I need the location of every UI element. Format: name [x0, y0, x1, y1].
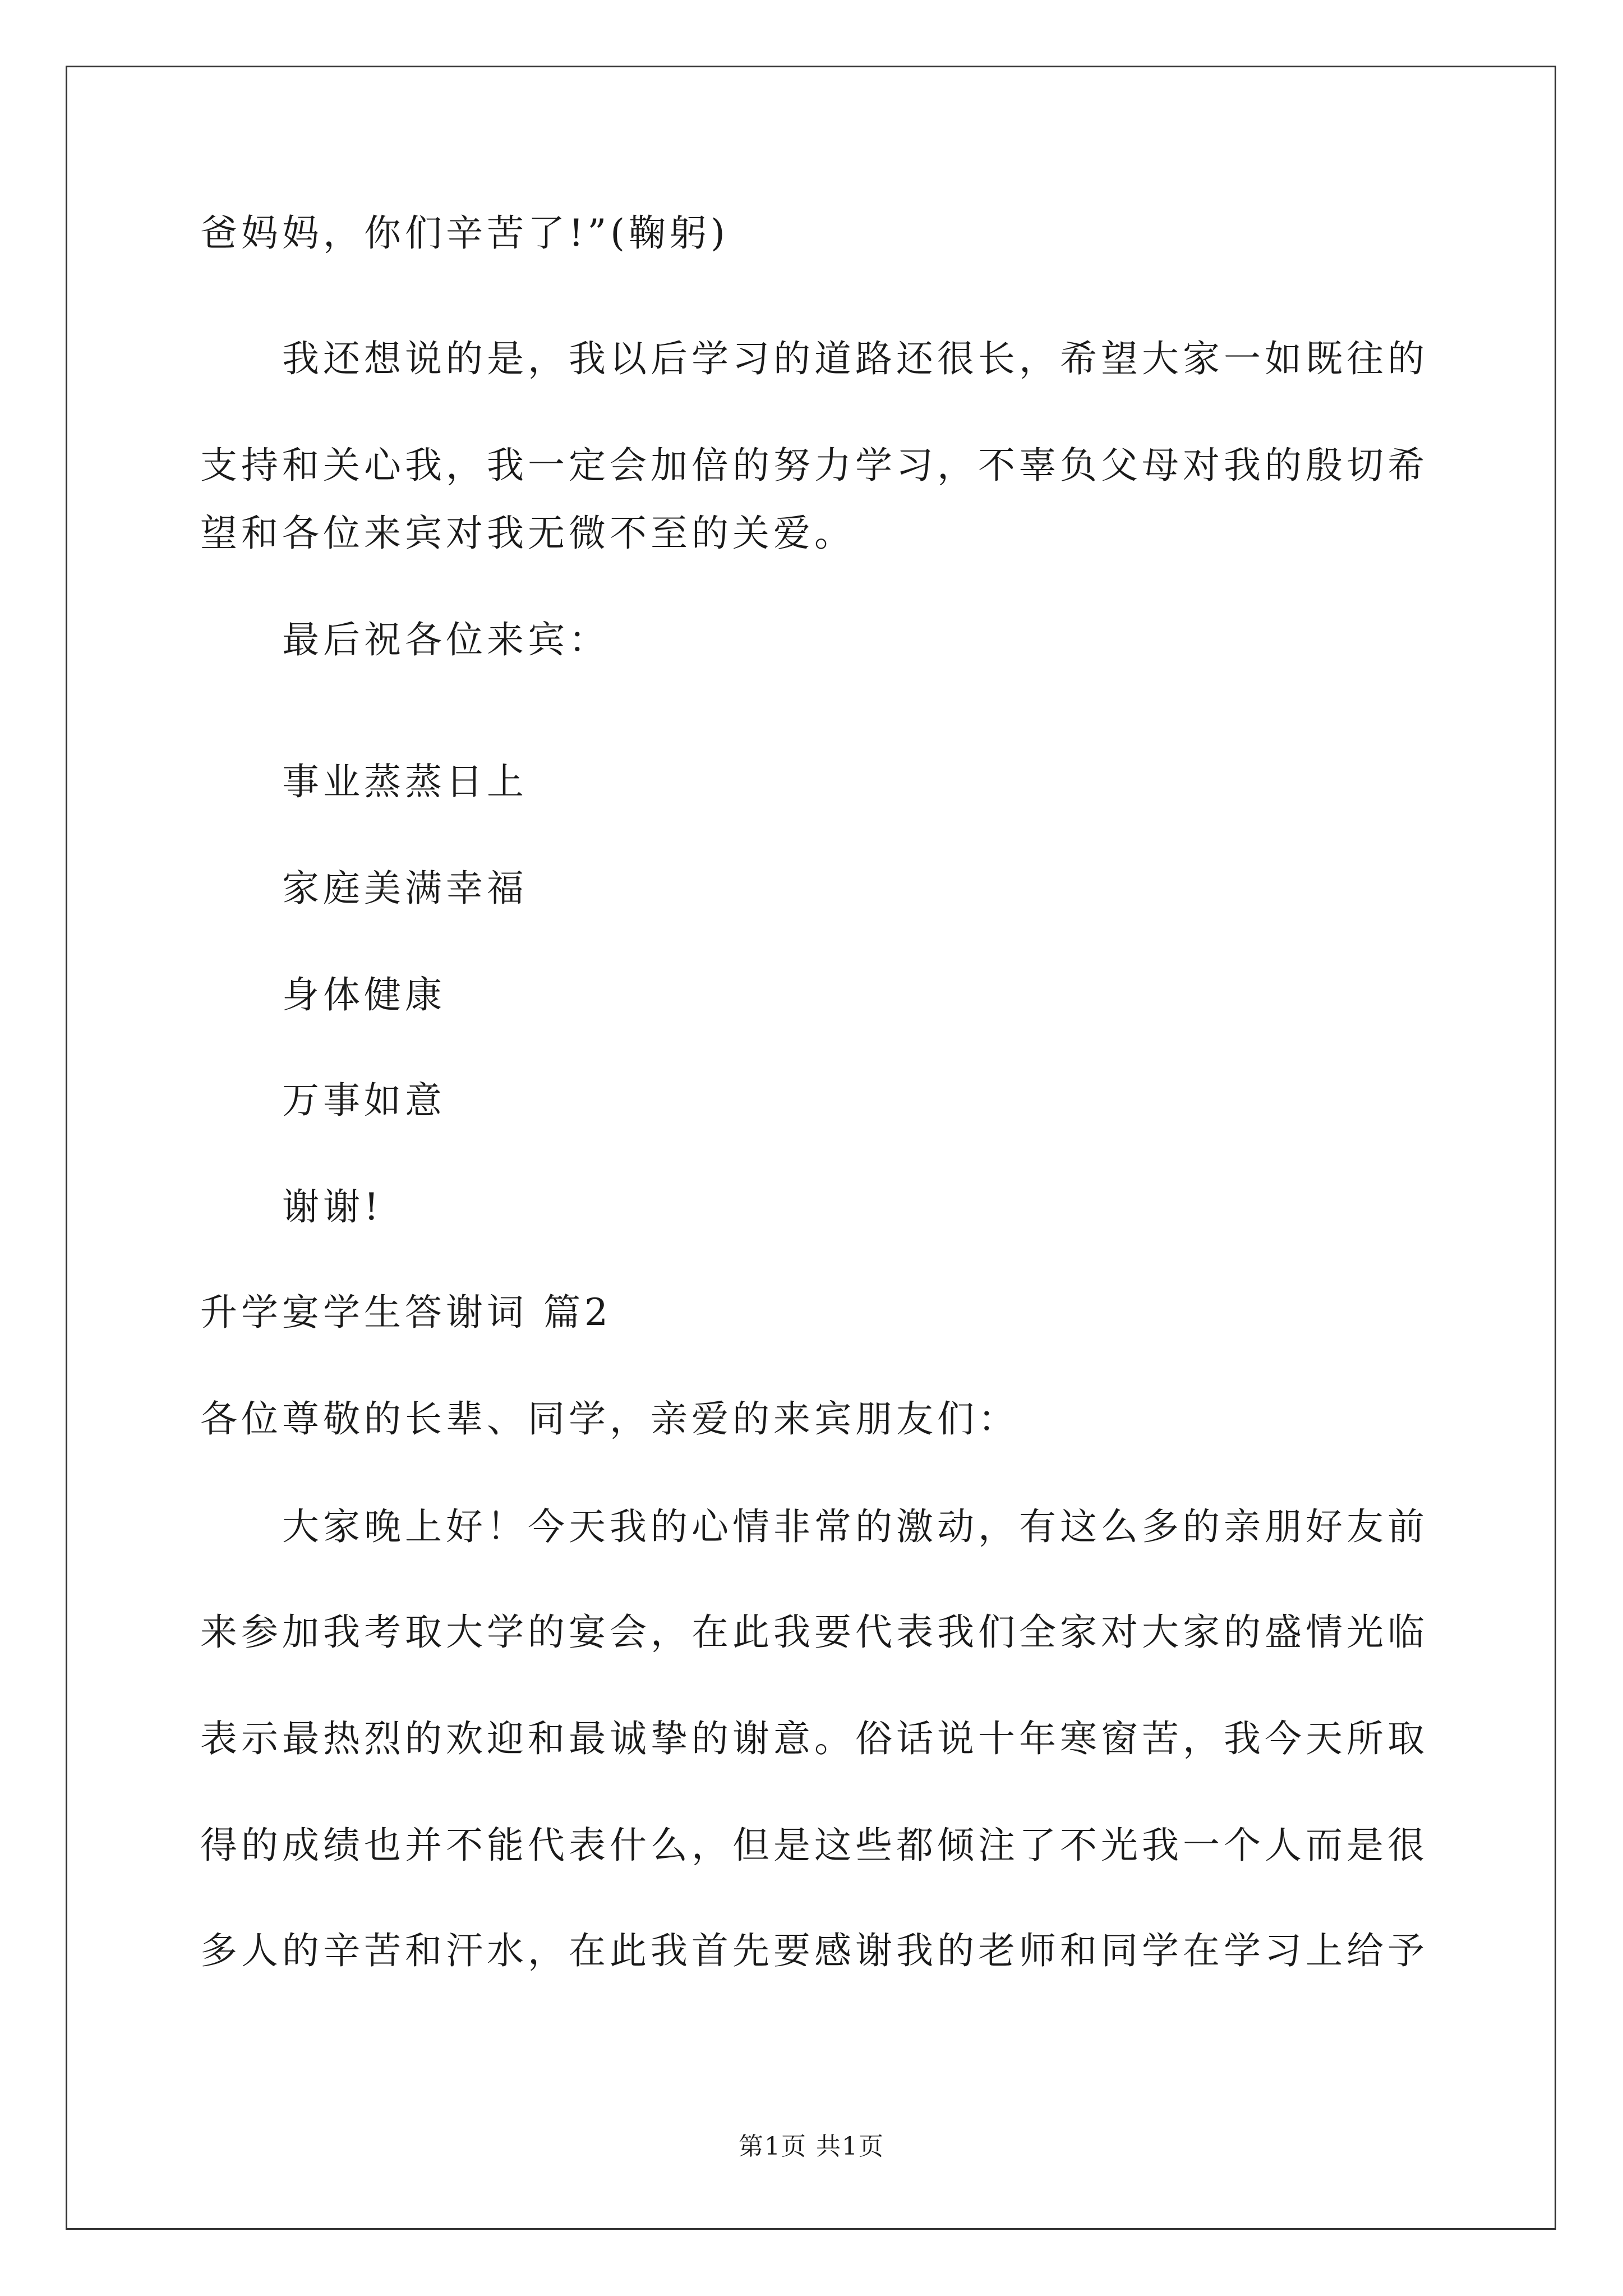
text-line: 最后祝各位来宾：	[282, 618, 610, 661]
text-line: 支持和关心我，我一定会加倍的努力学习，不辜负父母对我的殷切希	[200, 444, 1428, 487]
text-line: 多人的辛苦和汗水，在此我首先要感谢我的老师和同学在学习上给予	[200, 1929, 1428, 1972]
text-line: 来参加我考取大学的宴会，在此我要代表我们全家对大家的盛情光临	[200, 1611, 1428, 1654]
text-line: 表示最热烈的欢迎和最诚挚的谢意。俗话说十年寒窗苦，我今天所取	[200, 1717, 1428, 1760]
text-line: 万事如意	[282, 1079, 446, 1122]
text-line: 谢谢!	[282, 1185, 383, 1228]
text-line: 爸妈妈，你们辛苦了!”(鞠躬)	[200, 211, 729, 255]
text-line: 望和各位来宾对我无微不至的关爱。	[200, 512, 855, 555]
page-border	[66, 66, 1556, 2230]
salutation: 各位尊敬的长辈、同学，亲爱的来宾朋友们：	[200, 1397, 1019, 1441]
text-line: 得的成绩也并不能代表什么，但是这些都倾注了不光我一个人而是很	[200, 1824, 1428, 1867]
text-line: 大家晚上好！今天我的心情非常的激动，有这么多的亲朋好友前	[282, 1505, 1428, 1548]
section-heading: 升学宴学生答谢词 篇2	[200, 1291, 612, 1334]
text-line: 事业蒸蒸日上	[282, 760, 528, 803]
text-line: 家庭美满幸福	[282, 867, 528, 910]
text-line: 我还想说的是，我以后学习的道路还很长，希望大家一如既往的	[282, 337, 1428, 380]
page-number: 第1页 共1页	[739, 2132, 884, 2161]
text-line: 身体健康	[282, 973, 446, 1016]
